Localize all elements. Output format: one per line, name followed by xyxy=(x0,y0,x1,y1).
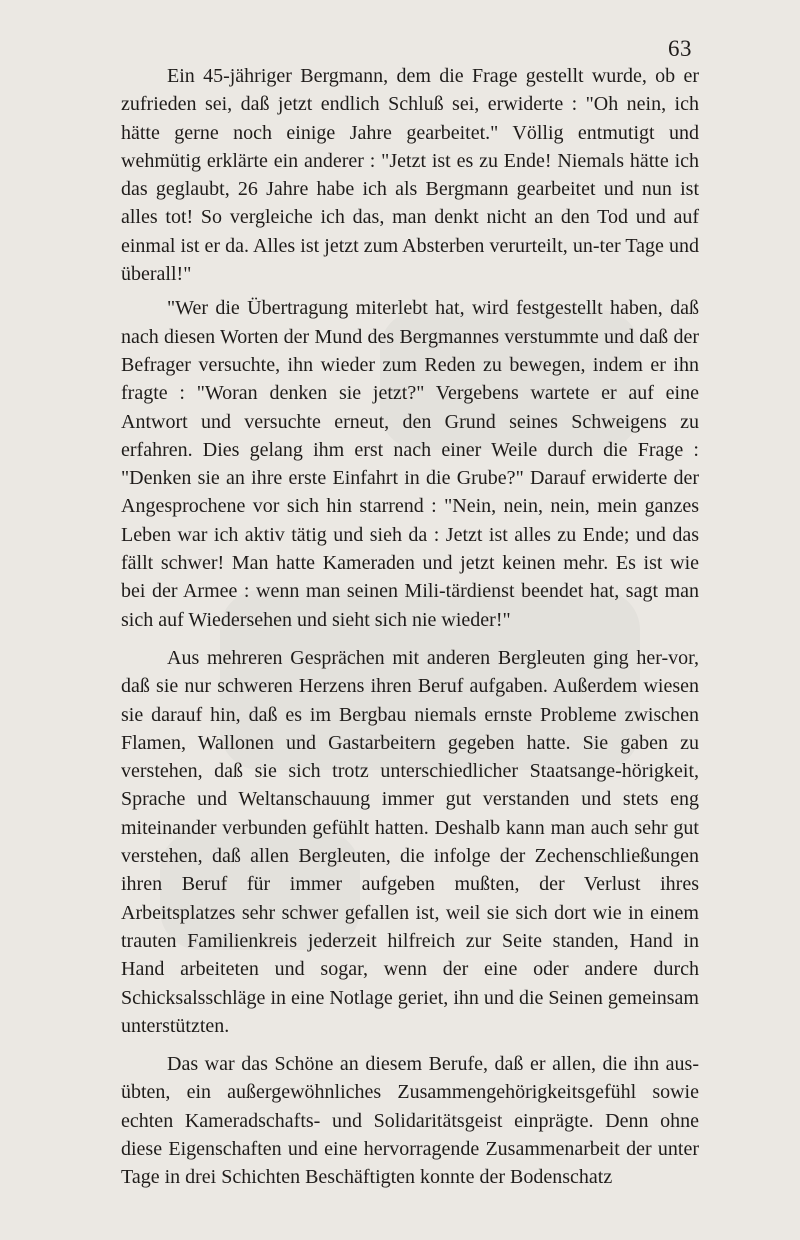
paragraph-1: Ein 45-jähriger Bergmann, dem die Frage gestellt wurde, ob er zufrieden sei, daß jetzt endlich Schluß sei, erwiderte : "Oh nein, ich hätte gerne noch einige Jahre gearbeitet." Völlig entmutigt und wehmütig erklärte ein anderer : "Jetzt ist es zu Ende! Niemals hätte ich das geglaubt, 26 Jahre habe ich als Bergmann gearbeitet und nun ist alles tot! So vergleiche ich das, man denkt nicht an den Tod und auf einmal ist er da. Alles ist jetzt zum Absterben verurteilt, un-ter Tage und überall!" xyxy=(121,65,699,286)
page-number: 63 xyxy=(668,36,692,61)
body-text xyxy=(121,62,699,1198)
paragraph-2: "Wer die Übertragung miterlebt hat, wird festgestellt haben, daß nach diesen Worten der Mund des Bergmannes verstummte und daß der Befrager versuchte, ihn wieder zum Reden zu bewegen, indem er ihn fragte : "Woran denken sie jetzt?" Vergebens wartete er auf eine Antwort und versuchte erneut, den Grund seines Schweigens zu erfahren. Dies gelang ihm erst nach einer Weile durch die Frage : "Denken sie an ihre erste Einfahrt in die Grube?" Darauf erwiderte der Angesprochene vor sich hin starrend : "Nein, nein, nein, mein ganzes Leben war ich aktiv tätig und sieh da : Jetzt ist alles zu Ende; und das fällt schwer! Man hatte Kameraden und jetzt keinen mehr. Es ist wie bei der Armee : wenn man seinen Mili-tärdienst beendet hat, sagt man sich auf Wiedersehen und sieht sich nie wieder!" xyxy=(121,297,699,631)
paragraph-4: Das war das Schöne an diesem Berufe, daß er allen, die ihn aus-übten, ein außergewöhnliches Zusammengehörigkeitsgefühl sowie echten Kameradschafts- und Solidaritätsgeist einprägte. Denn ohne diese Eigenschaften und eine hervorragende Zusammenarbeit der unter Tage in drei Schichten Beschäftigten konnte der Bodenschatz xyxy=(121,1053,699,1189)
paragraph-3: Aus mehreren Gesprächen mit anderen Bergleuten ging her-vor, daß sie nur schweren Herzens ihren Beruf aufgaben. Außerdem wiesen sie darauf hin, daß es im Bergbau niemals ernste Probleme zwischen Flamen, Wallonen und Gastarbeitern gegeben hatte. Sie gaben zu verstehen, daß sie sich trotz unterschiedlicher Staatsange-hörigkeit, Sprache und Weltanschauung immer gut verstanden und stets eng miteinander verbunden gefühlt hatten. Deshalb kann man auch sehr gut verstehen, daß allen Bergleuten, die infolge der Zechenschließungen ihren Beruf für immer aufgeben mußten, der Verlust ihres Arbeitsplatzes sehr schwer gefallen ist, weil sie sich dort wie in einem trauten Familienkreis jederzeit hilfreich zur Seite standen, Hand in Hand arbeiteten und sogar, wenn der eine oder andere durch Schicksalsschläge in eine Notlage geriet, ihn und die Seinen gemeinsam unterstützten. xyxy=(121,646,699,1037)
